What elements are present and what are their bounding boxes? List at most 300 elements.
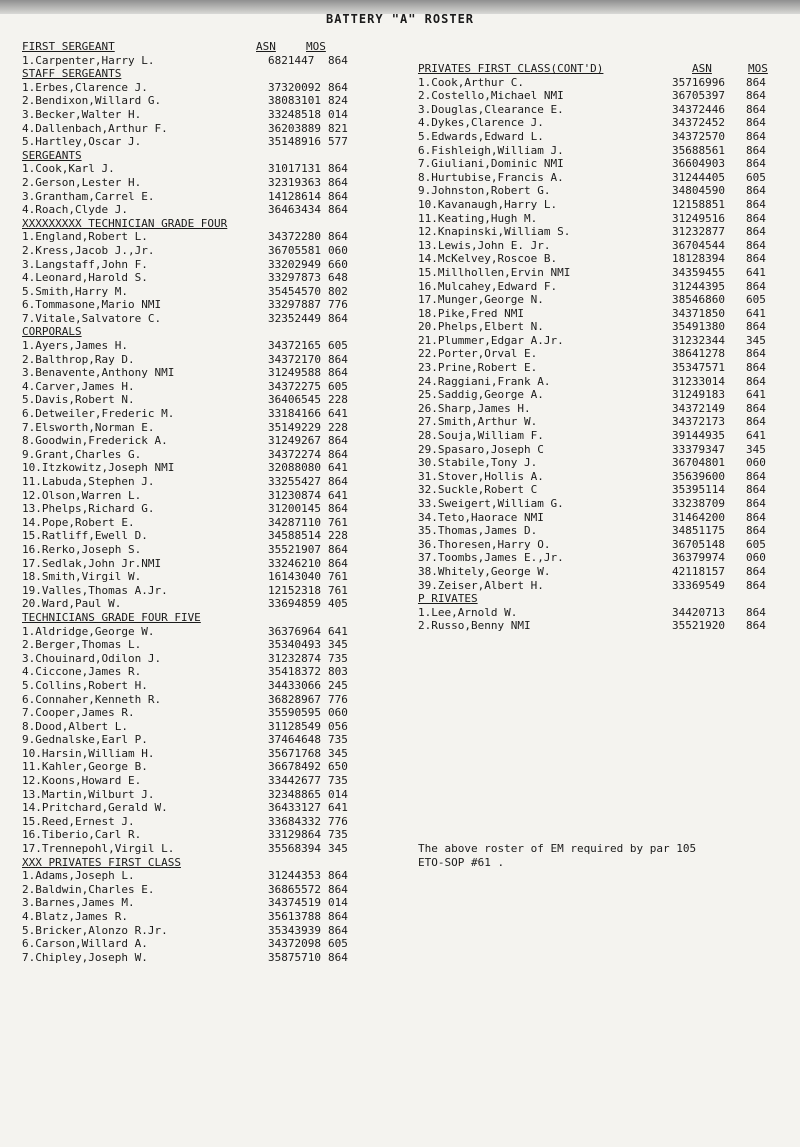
roster-entry <box>418 606 788 620</box>
entry-mos: 864 <box>746 347 766 361</box>
entry-name: 2.Balthrop,Ray D. <box>22 352 135 366</box>
entry-name: 1.Ayers,James H. <box>22 339 128 353</box>
entry-mos: 228 <box>328 529 348 543</box>
entry-mos: 605 <box>746 537 766 551</box>
section-heading: XXXXXXXXX TECHNICIAN GRADE FOUR <box>22 216 228 230</box>
entry-asn: 35343939 <box>268 923 321 937</box>
roster-entry <box>22 815 362 829</box>
entry-mos: 776 <box>328 298 348 312</box>
entry-name: 5.Davis,Robert N. <box>22 393 135 407</box>
entry-name: 16.Mulcahey,Edward F. <box>418 279 558 293</box>
entry-name: 1.Cook,Karl J. <box>22 162 115 176</box>
entry-mos: 735 <box>328 828 348 842</box>
roster-entry <box>22 638 362 652</box>
entry-mos: 864 <box>328 542 348 556</box>
entry-mos: 864 <box>328 475 348 488</box>
entry-mos: 641 <box>746 429 766 443</box>
entry-name: 2.Baldwin,Charles E. <box>22 882 155 896</box>
roster-entry <box>22 869 362 883</box>
entry-asn: 18128394 <box>672 252 725 266</box>
roster-entry <box>418 334 788 348</box>
entry-name: 2.Russo,Benny NMI <box>418 619 531 633</box>
entry-asn: 36865572 <box>268 882 321 896</box>
entry-name: 6.Tommasone,Mario NMI <box>22 298 162 312</box>
entry-asn: 36704801 <box>672 456 725 470</box>
entry-mos: 864 <box>328 447 348 461</box>
roster-entry <box>22 502 362 516</box>
entry-asn: 34372173 <box>672 415 725 429</box>
roster-entry <box>22 421 362 435</box>
entry-asn: 33238709 <box>672 497 725 510</box>
entry-asn: 34372274 <box>268 447 321 461</box>
entry-asn: 38546860 <box>672 293 725 307</box>
roster-entry <box>418 443 788 457</box>
entry-name: 4.Ciccone,James R. <box>22 665 142 679</box>
roster-entry <box>418 252 788 266</box>
roster-entry <box>22 951 362 965</box>
entry-mos: 776 <box>328 692 348 706</box>
roster-entry <box>22 339 362 353</box>
roster-entry <box>22 461 362 475</box>
entry-mos: 056 <box>328 719 348 733</box>
entry-name: 3.Benavente,Anthony NMI <box>22 366 175 380</box>
entry-asn: 35875710 <box>268 950 321 964</box>
entry-name: 20.Ward,Paul W. <box>22 597 122 611</box>
entry-mos: 864 <box>746 129 766 143</box>
roster-entry <box>418 511 788 525</box>
entry-mos: 864 <box>328 203 348 217</box>
roster-entry <box>22 190 362 204</box>
entry-asn: 33184166 <box>268 407 321 421</box>
entry-mos: 228 <box>328 393 348 407</box>
entry-mos: 735 <box>328 774 348 788</box>
roster-entry <box>22 81 362 95</box>
roster-entry <box>418 551 788 565</box>
entry-asn: 37320092 <box>268 80 321 94</box>
entry-name: 3.Grantham,Carrel E. <box>22 189 155 203</box>
entry-mos: 864 <box>746 89 766 103</box>
roster-entry <box>418 361 788 375</box>
entry-asn: 34287110 <box>268 515 321 529</box>
entry-mos: 245 <box>328 678 348 692</box>
entry-mos: 641 <box>328 624 348 638</box>
entry-name: 6.Detweiler,Frederic M. <box>22 407 175 421</box>
entry-name: 15.Reed,Ernest J. <box>22 814 135 828</box>
roster-entry <box>22 108 362 122</box>
entry-name: 26.Sharp,James H. <box>418 401 531 415</box>
roster-entry <box>22 896 362 910</box>
entry-asn: 34359455 <box>672 265 725 279</box>
entry-mos: 660 <box>328 257 348 271</box>
roster-entry <box>22 353 362 367</box>
entry-mos: 735 <box>328 733 348 747</box>
entry-mos: 864 <box>328 175 348 189</box>
entry-name: 1.Cook,Arthur C. <box>418 75 524 89</box>
entry-asn: 34804590 <box>672 184 725 198</box>
roster-entry <box>22 570 362 584</box>
roster-entry <box>418 239 788 253</box>
roster-footnote <box>418 842 788 870</box>
roster-entry <box>22 652 362 666</box>
roster-entry <box>418 347 788 361</box>
roster-entry <box>418 388 788 402</box>
roster-entry <box>418 157 788 171</box>
entry-name: 17.Munger,George N. <box>418 293 544 307</box>
entry-asn: 31128549 <box>268 719 321 733</box>
roster-entry <box>418 579 788 593</box>
roster-entry <box>22 774 362 788</box>
roster-entry <box>22 747 362 761</box>
entry-asn: 34372170 <box>268 352 321 366</box>
entry-name: 16.Tiberio,Carl R. <box>22 828 142 842</box>
roster-entry <box>22 448 362 462</box>
roster-entry <box>22 733 362 747</box>
entry-asn: 35613788 <box>268 910 321 923</box>
entry-mos: 864 <box>746 401 766 415</box>
mos-column-header: MOS <box>306 40 326 53</box>
entry-name: 4.Dykes,Clarence J. <box>418 116 544 130</box>
roster-entry <box>418 538 788 552</box>
entry-asn: 33694859 <box>268 597 321 611</box>
entry-asn: 36376964 <box>268 624 321 638</box>
entry-name: 8.Hurtubise,Francis A. <box>418 170 564 184</box>
roster-entry <box>22 407 362 421</box>
roster-entry <box>22 516 362 530</box>
entry-mos: 060 <box>746 551 766 565</box>
roster-entry <box>22 625 362 639</box>
entry-asn: 33684332 <box>268 814 321 828</box>
entry-mos: 864 <box>746 524 766 538</box>
section-heading-first-sergeant: FIRST SERGEANT <box>22 40 115 53</box>
entry-mos: 761 <box>328 570 348 584</box>
entry-mos: 060 <box>328 243 348 257</box>
entry-mos: 864 <box>746 497 766 510</box>
roster-entry <box>22 693 362 707</box>
entry-name: 2.Costello,Michael NMI <box>418 89 564 103</box>
entry-name: 14.Pope,Robert E. <box>22 515 135 529</box>
entry-mos: 761 <box>328 515 348 529</box>
entry-name: 10.Kavanaugh,Harry L. <box>418 197 558 211</box>
entry-mos: 864 <box>328 352 348 366</box>
entry-mos: 605 <box>328 379 348 393</box>
entry-asn: 34371850 <box>672 306 725 320</box>
roster-entry <box>418 375 788 389</box>
entry-mos: 864 <box>328 556 348 570</box>
entry-mos: 864 <box>328 910 348 923</box>
roster-entry <box>418 320 788 334</box>
roster-entry <box>22 285 362 299</box>
entry-mos: 605 <box>746 170 766 184</box>
entry-asn: 31249267 <box>268 434 321 448</box>
entry-asn: 33246210 <box>268 556 321 570</box>
roster-entry <box>22 434 362 448</box>
entry-mos: 864 <box>746 279 766 293</box>
entry-name: 36.Thoresen,Harry O. <box>418 537 551 551</box>
roster-entry <box>22 230 362 244</box>
right-column-header <box>418 62 788 76</box>
entry-asn: 35521907 <box>268 542 321 556</box>
entry-name: 10.Itzkowitz,Joseph NMI <box>22 461 175 475</box>
entry-mos: 345 <box>746 333 766 347</box>
entry-mos: 605 <box>746 293 766 307</box>
roster-entry <box>22 271 362 285</box>
entry-name: 27.Smith,Arthur W. <box>418 415 538 429</box>
entry-name: 1.Adams,Joseph L. <box>22 869 135 883</box>
entry-asn: 31464200 <box>672 510 725 524</box>
roster-entry <box>22 597 362 611</box>
roster-entry <box>22 393 362 407</box>
entry-mos: 605 <box>328 937 348 951</box>
entry-asn: 35149229 <box>268 420 321 434</box>
entry-mos: 803 <box>328 665 348 679</box>
entry-asn: 35395114 <box>672 483 725 497</box>
entry-mos: 761 <box>328 583 348 597</box>
entry-name: 1.England,Robert L. <box>22 230 148 244</box>
entry-asn: 37464648 <box>268 733 321 747</box>
roster-entry <box>418 212 788 226</box>
entry-name: 21.Plummer,Edgar A.Jr. <box>418 333 564 347</box>
entry-mos: 345 <box>328 842 348 856</box>
entry-mos: 864 <box>746 483 766 497</box>
roster-entry <box>22 312 362 326</box>
entry-asn: 33248518 <box>268 107 321 121</box>
entry-asn: 12152318 <box>268 583 321 597</box>
section-heading: XXX PRIVATES FIRST CLASS <box>22 855 181 869</box>
entry-name: 39.Zeiser,Albert H. <box>418 578 544 592</box>
entry-name: 3.Becker,Walter H. <box>22 107 142 121</box>
roster-entry <box>22 828 362 842</box>
entry-asn: 31232344 <box>672 333 725 347</box>
entry-name: 9.Grant,Charles G. <box>22 447 142 461</box>
entry-name: 15.Millhollen,Ervin NMI <box>418 265 571 279</box>
entry-mos: 864 <box>328 311 348 325</box>
section-heading-pfc-continued: PRIVATES FIRST CLASS(CONT'D) <box>418 62 604 75</box>
entry-name: 29.Spasaro,Joseph C <box>418 442 544 456</box>
entry-asn: 31249183 <box>672 388 725 402</box>
roster-entry <box>22 883 362 897</box>
entry-name: 14.Pritchard,Gerald W. <box>22 801 168 815</box>
entry-asn: 36705581 <box>268 243 321 257</box>
roster-entry <box>22 135 362 149</box>
entry-asn: 34372098 <box>268 937 321 951</box>
entry-mos: 641 <box>746 388 766 402</box>
entry-mos: 405 <box>328 597 348 611</box>
entry-mos: 735 <box>328 651 348 665</box>
roster-entry <box>418 415 788 429</box>
roster-entry <box>418 497 788 511</box>
entry-mos: 864 <box>746 252 766 266</box>
entry-asn: 32352449 <box>268 311 321 325</box>
entry-mos: 864 <box>328 434 348 448</box>
entry-mos: 864 <box>746 102 766 116</box>
roster-entry <box>418 524 788 538</box>
entry-mos: 864 <box>328 366 348 380</box>
section-heading: CORPORALS <box>22 325 82 339</box>
entry-name: 11.Labuda,Stephen J. <box>22 475 155 488</box>
entry-asn: 36828967 <box>268 692 321 706</box>
entry-asn: 35688561 <box>672 143 725 157</box>
entry-asn: 6821447 <box>268 53 315 67</box>
entry-name: 8.Dood,Albert L. <box>22 719 128 733</box>
footnote-line-2: ETO-SOP #61 . <box>418 856 505 869</box>
entry-asn: 36604903 <box>672 157 725 171</box>
entry-asn: 38641278 <box>672 347 725 361</box>
entry-name: 7.Elsworth,Norman E. <box>22 420 155 434</box>
roster-entry <box>22 924 362 938</box>
entry-mos: 648 <box>328 271 348 285</box>
entry-mos: 864 <box>328 80 348 94</box>
roster-entry <box>22 760 362 774</box>
entry-name: 6.Fishleigh,William J. <box>418 143 564 157</box>
entry-name: 5.Bricker,Alonzo R.Jr. <box>22 923 168 937</box>
entry-asn: 35491380 <box>672 320 725 334</box>
entry-name: 25.Saddig,George A. <box>418 388 544 402</box>
entry-name: 30.Stabile,Tony J. <box>418 456 538 470</box>
entry-asn: 35148916 <box>268 135 321 149</box>
entry-name: 32.Suckle,Robert C <box>418 483 538 497</box>
entry-asn: 36705397 <box>672 89 725 103</box>
section-heading: SERGEANTS <box>22 148 82 162</box>
roster-entry <box>22 801 362 815</box>
entry-asn: 31244395 <box>672 279 725 293</box>
entry-asn: 31249516 <box>672 211 725 225</box>
roster-right-column <box>418 62 788 633</box>
entry-name: 10.Harsin,William H. <box>22 746 155 760</box>
entry-mos: 577 <box>328 135 348 149</box>
entry-name: 20.Phelps,Elbert N. <box>418 320 544 334</box>
entry-asn: 31230874 <box>268 488 321 502</box>
entry-asn: 34588514 <box>268 529 321 543</box>
entry-asn: 34372452 <box>672 116 725 130</box>
entry-mos: 641 <box>328 461 348 475</box>
entry-name: 3.Chouinard,Odilon J. <box>22 651 162 665</box>
roster-entry <box>22 122 362 136</box>
entry-asn: 34372446 <box>672 102 725 116</box>
entry-name: 5.Hartley,Oscar J. <box>22 135 142 149</box>
entry-asn: 32348865 <box>268 787 321 801</box>
entry-mos: 864 <box>746 238 766 252</box>
entry-name: 7.Cooper,James R. <box>22 706 135 720</box>
entry-name: 7.Vitale,Salvatore C. <box>22 311 162 325</box>
entry-mos: 864 <box>746 211 766 225</box>
entry-name: 4.Dallenbach,Arthur F. <box>22 121 168 135</box>
entry-asn: 35418372 <box>268 665 321 679</box>
entry-asn: 33297873 <box>268 271 321 285</box>
roster-entry <box>418 280 788 294</box>
entry-mos: 060 <box>746 456 766 470</box>
entry-asn: 35454570 <box>268 284 321 298</box>
entry-asn: 33255427 <box>268 475 321 488</box>
entry-name: 38.Whitely,George W. <box>418 564 551 578</box>
roster-entry <box>22 706 362 720</box>
roster-entry <box>22 842 362 856</box>
entry-mos: 864 <box>746 143 766 157</box>
roster-entry <box>22 679 362 693</box>
entry-asn: 16143040 <box>268 570 321 584</box>
entry-asn: 33129864 <box>268 828 321 842</box>
entry-name: 1.Carpenter,Harry L. <box>22 53 155 67</box>
roster-entry <box>418 225 788 239</box>
entry-name: 33.Sweigert,William G. <box>418 497 564 510</box>
entry-name: 11.Kahler,George B. <box>22 760 148 774</box>
entry-asn: 36406545 <box>268 393 321 407</box>
entry-name: 12.Koons,Howard E. <box>22 774 142 788</box>
entry-asn: 33202949 <box>268 257 321 271</box>
entry-name: 7.Giuliani,Dominic NMI <box>418 157 564 171</box>
entry-asn: 38083101 <box>268 94 321 108</box>
entry-name: 7.Chipley,Joseph W. <box>22 950 148 964</box>
entry-mos: 864 <box>746 320 766 334</box>
entry-name: 3.Barnes,James M. <box>22 896 135 910</box>
entry-asn: 35716996 <box>672 75 725 89</box>
entry-mos: 864 <box>328 502 348 516</box>
entry-asn: 34372570 <box>672 129 725 143</box>
entry-asn: 31232874 <box>268 651 321 665</box>
mos-column-header: MOS <box>748 62 768 75</box>
roster-left-column <box>22 40 362 964</box>
roster-entry <box>22 475 362 489</box>
roster-entry <box>22 162 362 176</box>
entry-name: 1.Lee,Arnold W. <box>418 605 518 619</box>
entry-name: 5.Smith,Harry M. <box>22 284 128 298</box>
entry-name: 6.Carson,Willard A. <box>22 937 148 951</box>
entry-asn: 31244405 <box>672 170 725 184</box>
entry-mos: 641 <box>746 306 766 320</box>
entry-asn: 35347571 <box>672 361 725 375</box>
entry-name: 2.Bendixon,Willard G. <box>22 94 162 108</box>
entry-name: 16.Rerko,Joseph S. <box>22 542 142 556</box>
roster-entry <box>418 76 788 90</box>
entry-name: 18.Smith,Virgil W. <box>22 570 142 584</box>
entry-name: 1.Aldridge,George W. <box>22 624 155 638</box>
entry-asn: 36203889 <box>268 121 321 135</box>
roster-entry <box>418 402 788 416</box>
section-heading: P RIVATES <box>418 592 478 606</box>
roster-entry <box>418 293 788 307</box>
entry-asn: 34372280 <box>268 230 321 244</box>
entry-name: 9.Gednalske,Earl P. <box>22 733 148 747</box>
roster-entry <box>22 557 362 571</box>
entry-mos: 650 <box>328 760 348 774</box>
roster-entry <box>22 298 362 312</box>
entry-mos: 802 <box>328 284 348 298</box>
entry-name: 15.Ratliff,Ewell D. <box>22 529 148 543</box>
entry-mos: 345 <box>746 442 766 456</box>
entry-mos: 864 <box>746 75 766 89</box>
entry-asn: 32088080 <box>268 461 321 475</box>
entry-asn: 34374519 <box>268 896 321 910</box>
entry-name: 35.Thomas,James D. <box>418 524 538 538</box>
roster-entry <box>22 665 362 679</box>
entry-asn: 12158851 <box>672 197 725 211</box>
entry-mos: 864 <box>328 869 348 883</box>
entry-name: 13.Martin,Wilburt J. <box>22 787 155 801</box>
entry-asn: 31244353 <box>268 869 321 883</box>
entry-mos: 864 <box>328 950 348 964</box>
roster-entry <box>22 258 362 272</box>
entry-mos: 864 <box>746 116 766 130</box>
roster-entry <box>418 184 788 198</box>
entry-mos: 228 <box>328 420 348 434</box>
entry-asn: 35671768 <box>268 746 321 760</box>
entry-mos: 641 <box>746 265 766 279</box>
roster-entry <box>418 307 788 321</box>
roster-entry <box>22 489 362 503</box>
entry-name: 28.Souja,William F. <box>418 429 544 443</box>
entry-mos: 014 <box>328 787 348 801</box>
entry-asn: 39144935 <box>672 429 725 443</box>
entry-asn: 34420713 <box>672 605 725 619</box>
